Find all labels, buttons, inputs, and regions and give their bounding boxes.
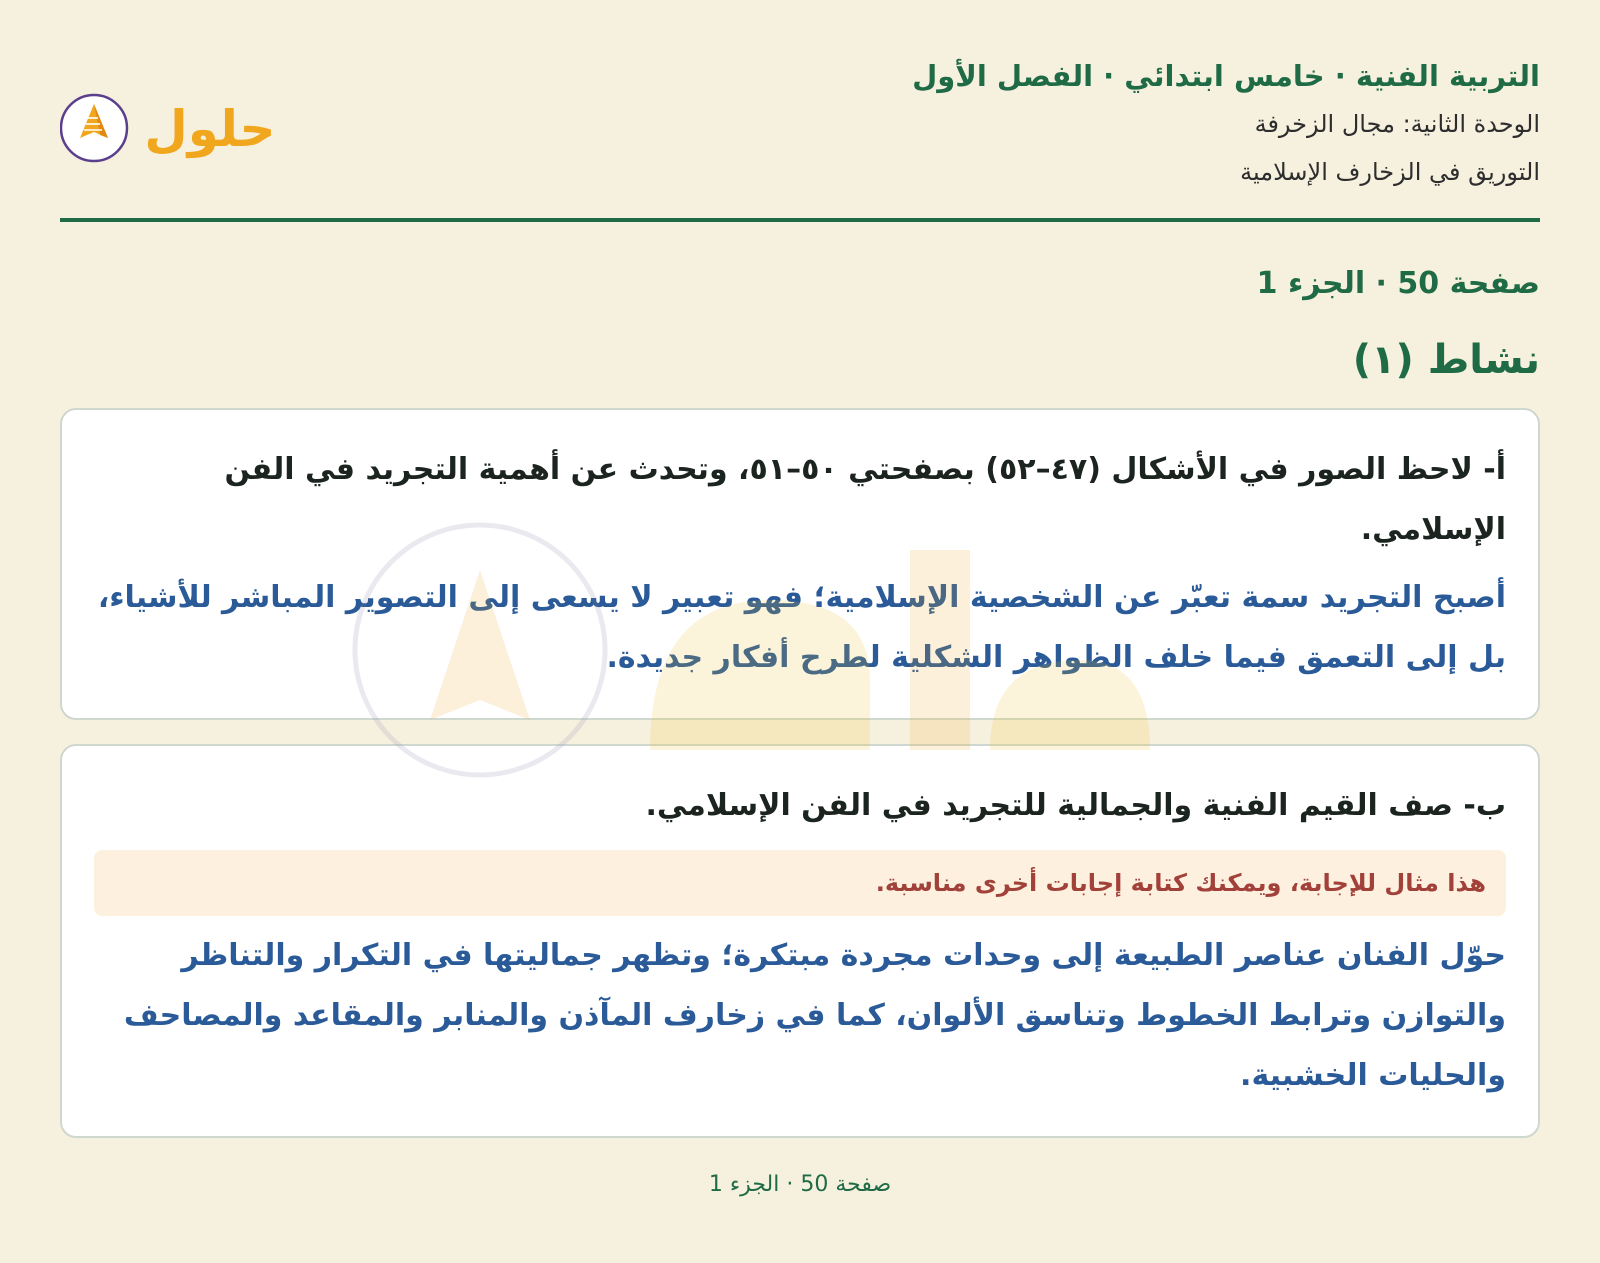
activity-title: نشاط (١) xyxy=(1352,337,1540,383)
answer-b: حوّل الفنان عناصر الطبيعة إلى وحدات مجردة مبتكرة؛ وتظهر جماليتها في التكرار والتناظر والتوازن وترابط الخطوط وتناسق الألوان، كما في زخارف المآذن والمنابر والمقاعد والمصاحف والحليات الخشبية. xyxy=(123,938,1506,1093)
question-a: أ- لاحظ الصور في الأشكال (٤٧–٥٢) بصفحتي ٥٠–٥١، وتحدث عن أهمية التجريد في الفن الإسلامي. xyxy=(224,452,1506,547)
logo-text: حلول xyxy=(144,100,276,158)
header-text xyxy=(912,52,1540,196)
question-card-a xyxy=(60,408,1540,720)
example-note: هذا مثال للإجابة، ويمكنك كتابة إجابات أخرى مناسبة. xyxy=(94,850,1506,916)
answer-a: أصبح التجريد سمة تعبّر عن الشخصية الإسلامية؛ فهو تعبير لا يسعى إلى التصوير المباشر للأشياء، بل إلى التعمق فيما خلف الظواهر الشكلية لطرح أفكار جديدة. xyxy=(97,580,1506,675)
question-b: ب- صف القيم الفنية والجمالية للتجريد في الفن الإسلامي. xyxy=(645,788,1506,823)
page-footer: صفحة 50 · الجزء 1 xyxy=(708,1172,892,1197)
unit-line: الوحدة الثانية: مجال الزخرفة xyxy=(1254,110,1540,138)
question-card-b xyxy=(60,744,1540,1138)
subject-title: التربية الفنية · خامس ابتدائي · الفصل الأول xyxy=(912,59,1540,93)
lesson-line: التوريق في الزخارف الإسلامية xyxy=(1240,158,1540,186)
page-info: صفحة 50 · الجزء 1 xyxy=(1256,266,1540,301)
header xyxy=(60,0,1540,222)
hulul-logo[interactable] xyxy=(60,78,280,168)
